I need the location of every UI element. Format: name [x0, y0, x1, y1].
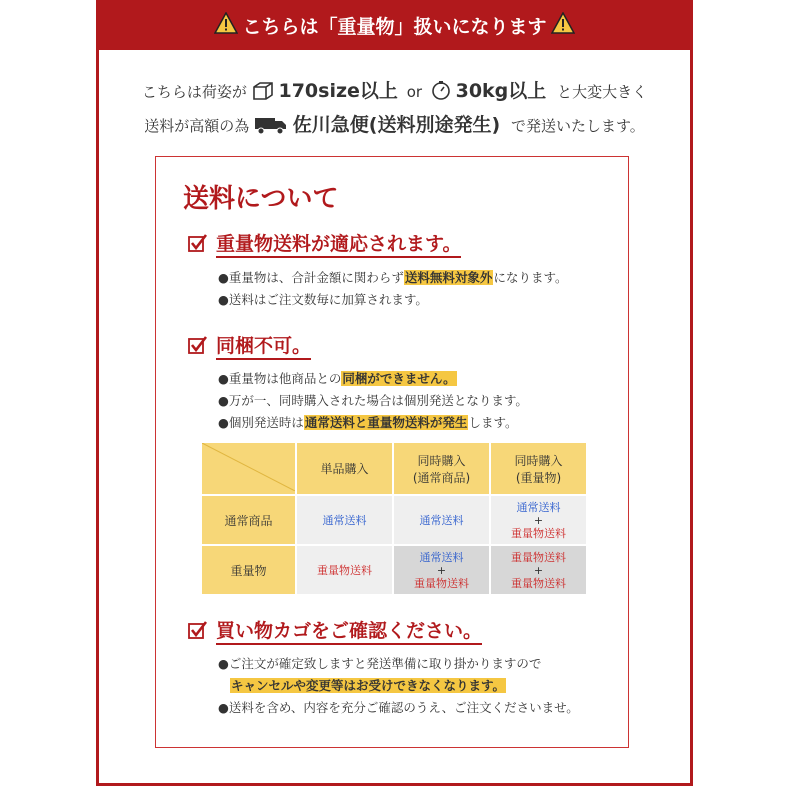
table-cell: 通常送料 + 重量物送料	[491, 496, 586, 544]
bullet: ●重量物は、合計金額に関わらず送料無料対象外になります。	[218, 270, 568, 285]
table-cell: 通常送料 + 重量物送料	[394, 546, 489, 594]
banner-after: 扱いになります	[413, 15, 547, 38]
bullet: ●送料はご注文数毎に加算されます。	[218, 292, 428, 307]
checkbox-checked-icon	[188, 233, 208, 257]
bullet: ●個別発送時は通常送料と重量物送料が発生します。	[218, 415, 518, 430]
shipping-heading: 送料について	[183, 184, 339, 214]
table-cell: 通常送料	[394, 496, 489, 544]
intro-text: 送料が高額の為	[144, 117, 250, 135]
section-label: 買い物カゴをご確認ください。	[216, 619, 482, 645]
table-row-label: 通常商品	[202, 496, 295, 544]
highlight: キャンセルや変更等はお受けできなくなります。	[231, 678, 506, 693]
bullet	[230, 676, 506, 694]
shipping-table	[200, 441, 588, 596]
truck-icon	[254, 117, 288, 135]
section-heavy-shipping	[188, 232, 461, 258]
table-header: 同時購入 (通常商品)	[394, 443, 489, 494]
intro-line-1	[96, 76, 693, 103]
bullet: ●重量物は他商品との同梱ができません。	[218, 371, 456, 386]
banner-before: こちらは	[242, 15, 319, 38]
table-corner	[202, 443, 295, 494]
warning-icon	[551, 12, 575, 39]
warning-icon	[214, 12, 238, 39]
intro-text: と大変大きく	[557, 83, 648, 101]
warning-banner	[96, 0, 693, 50]
section-label: 同梱不可。	[216, 334, 311, 360]
table-cell: 重量物送料 + 重量物送料	[491, 546, 586, 594]
checkbox-checked-icon	[188, 335, 208, 359]
intro-line-2	[96, 110, 693, 137]
carrier-label: 佐川急便(送料別途発生)	[292, 114, 501, 136]
section-check-cart	[188, 619, 482, 645]
table-header: 同時購入 (重量物)	[491, 443, 586, 494]
intro-text: で発送いたします。	[510, 117, 645, 135]
bullet: ●万が一、同時購入された場合は個別発送となります。	[218, 393, 528, 408]
intro-text: こちらは荷姿が	[141, 83, 247, 101]
table-cell: 重量物送料	[297, 546, 392, 594]
section-no-bundle	[188, 334, 311, 360]
bullet: ●送料を含め、内容を充分ご確認のうえ、ご注文くださいませ。	[218, 700, 579, 715]
weight-icon	[431, 83, 451, 101]
highlight: 送料無料対象外	[404, 270, 493, 285]
table-cell: 通常送料	[297, 496, 392, 544]
box-icon	[252, 83, 274, 101]
highlight: 同梱ができません。	[342, 371, 456, 386]
size-label: 170size以上	[278, 80, 398, 102]
highlight: 通常送料と重量物送料が発生	[304, 415, 468, 430]
checkbox-checked-icon	[188, 620, 208, 644]
bullet: ●ご注文が確定致しますと発送準備に取り掛かりますので	[218, 656, 542, 671]
table-row-label: 重量物	[202, 546, 295, 594]
or-label: or	[406, 83, 423, 101]
weight-label: 30kg以上	[455, 80, 547, 102]
section-label: 重量物送料が適応されます。	[216, 232, 461, 258]
banner-emph: 「重量物」	[318, 15, 414, 38]
table-header: 単品購入	[297, 443, 392, 494]
